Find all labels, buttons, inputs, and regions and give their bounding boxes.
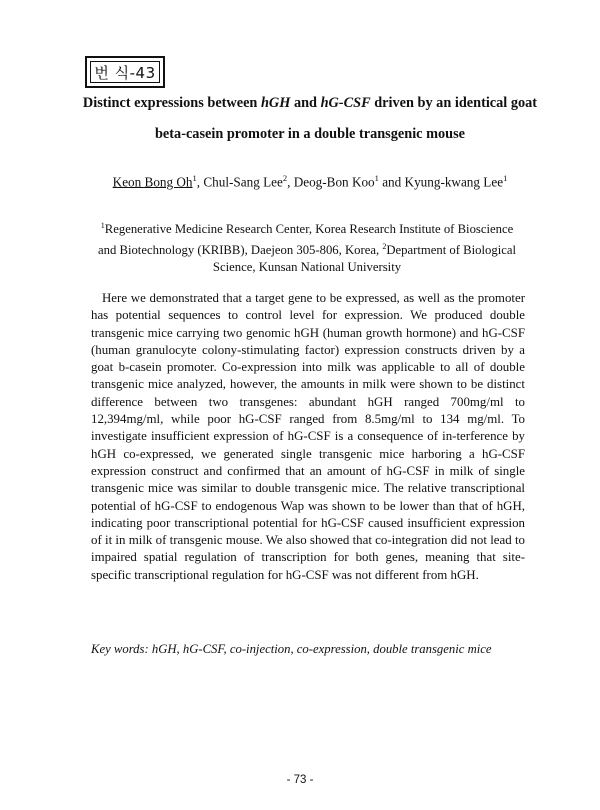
author-affil-mark: 1 [374, 173, 379, 183]
abstract-body: Here we demonstrated that a target gene to be expressed, as well as the promoter has potential sequences to control level for expression. We produced double transgenic mice carrying two genomic hGH (human growth hormone) and hG-CSF (human granulocyte colony-stimulating factor) expression constructs driven by a goat b-casein promoter. Co-expression into milk was applicable to all of double transgenic mice analyzed, however, the amounts in milk were shown to be distinct difference between two transgenes: abundant hGH ranged 700mg/ml to 12,394mg/ml, while poor hG-CSF ranged from 8.5mg/ml to 134 mg/ml. To investigate insufficient expression of hG-CSF is a consequence of in-terference by hGH co-expressed, we generated single transgenic mice harboring a hG-CSF expression construct and confirmed that an amount of hG-CSF in milk of single transgenic mice was similar to double transgenic mice. The relative transcriptional potential of hG-CSF to endogenous Wap was shown to be lower than that of hGH, indicating poor transcriptional potential for hG-CSF caused insufficient expression of it in milk of transgenic mouse. We also showed that co-integration did not lead to impaired spatial regulation of transcription for both genes, meaning that site-specific transcriptional regulation for hG-CSF was not different from hGH. [91, 291, 525, 582]
author-affil-mark: 1 [192, 173, 197, 183]
affil-mark: 1 [100, 221, 105, 230]
title-gene2: hG-CSF [320, 95, 371, 111]
author-name: Deog-Bon Koo [293, 174, 375, 190]
author-name: Kyung-kwang Lee [404, 174, 504, 190]
author-sep: , [287, 174, 294, 190]
keywords: Key words: hGH, hG-CSF, co-injection, co-expression, double transgenic mice [91, 642, 492, 656]
author-list [40, 170, 580, 190]
title-text: and [290, 95, 321, 111]
affiliation [97, 217, 517, 276]
author-sep: and [378, 174, 405, 190]
title-gene1: hGH [260, 95, 291, 111]
paper-title-line2: beta-casein promoter in a double transgenic mouse [154, 126, 466, 142]
section-badge [85, 56, 165, 88]
title-text: driven by an identical goat [370, 95, 538, 111]
affil-mark: 2 [382, 242, 387, 252]
title-text: Distinct expressions between [82, 95, 261, 111]
page-number: - 73 - [286, 774, 314, 786]
affil-text: Regenerative Medicine Research Center, Korea Research Institute of Bioscience and Biotechnology (KRIBB), Daejeon 305-806, Korea, [97, 222, 514, 258]
author-name: Keon Bong Oh [112, 174, 193, 190]
author-name: Chul-Sang Lee [203, 174, 283, 190]
paper-title-line1 [60, 95, 560, 111]
affil-text: Department of Biological Science, Kunsan National University [212, 243, 517, 275]
author-affil-mark: 2 [282, 173, 288, 183]
section-badge-label: 번 식-43 [90, 61, 160, 83]
author-sep: , [196, 174, 204, 190]
author-affil-mark: 1 [503, 173, 508, 183]
